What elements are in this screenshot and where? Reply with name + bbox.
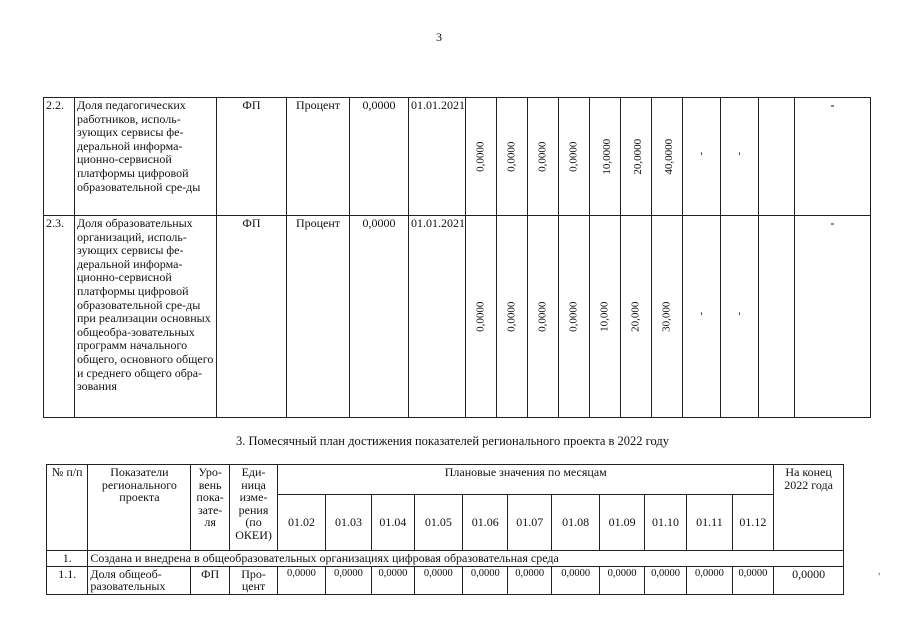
base-value: 0,0000 <box>350 216 409 418</box>
month-value: 0,0000 <box>687 566 732 594</box>
indicator-level: ФП <box>191 566 229 594</box>
year-value: 0,0000 <box>567 301 580 333</box>
year-value: 0,0000 <box>505 301 518 333</box>
month-header: 01.05 <box>414 495 462 551</box>
year-value-cell <box>528 216 559 418</box>
year-value: 20,000 <box>629 301 642 333</box>
base-date: 01.01.2021 <box>409 98 466 216</box>
year-value: 0,0000 <box>536 141 549 173</box>
month-header: 01.09 <box>600 495 644 551</box>
section-row <box>47 551 844 567</box>
month-header: 01.07 <box>508 495 551 551</box>
month-header: 01.10 <box>644 495 686 551</box>
month-value: 0,0000 <box>600 566 644 594</box>
end-value: 0,0000 <box>774 566 844 594</box>
base-date: 01.01.2021 <box>409 216 466 418</box>
month-header: 01.03 <box>325 495 371 551</box>
year-value-cell <box>590 216 621 418</box>
year-value-cell <box>683 216 721 418</box>
year-value-cell <box>759 216 795 418</box>
table-row <box>44 216 871 418</box>
section-title: 3. Помесячный план достижения показателей регионального проекта в 2022 году <box>236 434 669 448</box>
col-header-end: На конец 2022 года <box>774 465 844 551</box>
year-value-cell <box>621 216 652 418</box>
month-header: 01.02 <box>278 495 325 551</box>
year-value: 10,000 <box>598 301 611 333</box>
col-header-unit: Еди-ница изме-рения (по ОКЕИ) <box>229 465 277 551</box>
row-number: 1.1. <box>47 566 88 594</box>
year-value-cell <box>497 216 528 418</box>
year-value-cell <box>759 98 795 216</box>
info-system-cell <box>795 98 871 216</box>
indicators-table-continued <box>43 97 871 418</box>
year-value-cell <box>590 98 621 216</box>
year-value: 0,0000 <box>536 301 549 333</box>
month-value: 0,0000 <box>551 566 599 594</box>
indicator-unit: Процент <box>287 216 350 418</box>
col-header-level: Уро-вень пока-зате-ля <box>191 465 229 551</box>
row-number: 2.3. <box>44 216 75 418</box>
year-value: 40,0000 <box>663 139 676 175</box>
section-num: 1. <box>47 551 88 567</box>
header-row <box>47 465 844 495</box>
year-value-cell <box>528 98 559 216</box>
year-value-cell <box>683 98 721 216</box>
table-row <box>44 98 871 216</box>
month-header: 01.04 <box>372 495 414 551</box>
month-value: 0,0000 <box>278 566 325 594</box>
col-header-plan: Плановые значения по месяцам <box>278 465 774 495</box>
year-value: 0,0000 <box>474 301 487 333</box>
month-value: 0,0000 <box>508 566 551 594</box>
info-system-value: - <box>830 216 835 230</box>
info-system-value: - <box>830 98 835 112</box>
year-value-cell <box>466 98 497 216</box>
month-value: 0,0000 <box>732 566 774 594</box>
year-value-cell <box>497 98 528 216</box>
indicator-unit: Процент <box>287 98 350 216</box>
month-header: 01.12 <box>732 495 774 551</box>
page-number: 3 <box>436 30 442 44</box>
month-value: 0,0000 <box>325 566 371 594</box>
year-value: ' <box>700 308 703 323</box>
year-value: 0,0000 <box>567 141 580 173</box>
table-row <box>47 566 844 594</box>
year-value-cell <box>652 216 683 418</box>
year-value: ' <box>738 308 741 323</box>
col-header-num: № п/п <box>47 465 88 551</box>
year-value: 30,000 <box>660 301 673 333</box>
year-value-cell <box>721 216 759 418</box>
info-system-cell <box>795 216 871 418</box>
month-value: 0,0000 <box>463 566 508 594</box>
indicator-name: Доля образовательных организаций, исполь-зующих сервисы фе-деральной информа-ционно-сервисной платформы цифровой образовательной сре-ды при реализации основных общеобра-зовательных программ начального общего, основного общего и среднего общего обра-зования <box>75 216 217 418</box>
year-value: 10,0000 <box>601 139 614 175</box>
col-header-name: Показатели регионального проекта <box>88 465 191 551</box>
base-value: 0,0000 <box>350 98 409 216</box>
year-value-cell <box>466 216 497 418</box>
year-value: 20,0000 <box>632 139 645 175</box>
section-text: Создана и внедрена в общеобразовательных организациях цифровая образовательная среда <box>88 551 844 567</box>
year-value-cell <box>652 98 683 216</box>
indicator-unit: Про-цент <box>229 566 277 594</box>
year-value: 0,0000 <box>505 141 518 173</box>
month-header: 01.06 <box>463 495 508 551</box>
month-value: 0,0000 <box>372 566 414 594</box>
scan-mark: , <box>878 566 881 577</box>
month-value: 0,0000 <box>644 566 686 594</box>
year-value: ' <box>700 148 703 163</box>
month-header: 01.11 <box>687 495 732 551</box>
row-number: 2.2. <box>44 98 75 216</box>
indicator-level: ФП <box>217 98 287 216</box>
year-value-cell <box>559 216 590 418</box>
year-value: ' <box>738 148 741 163</box>
year-value: 0,0000 <box>474 141 487 173</box>
indicator-name: Доля педагогических работников, исполь-зующих сервисы фе-деральной информа-ционно-сервисной платформы цифровой образовательной сре-ды <box>75 98 217 216</box>
month-value: 0,0000 <box>414 566 462 594</box>
indicator-level: ФП <box>217 216 287 418</box>
year-value-cell <box>559 98 590 216</box>
indicator-name: Доля общеоб-разовательных <box>88 566 191 594</box>
month-header: 01.08 <box>551 495 599 551</box>
year-value-cell <box>621 98 652 216</box>
year-value-cell <box>721 98 759 216</box>
monthly-plan-table <box>46 464 844 595</box>
